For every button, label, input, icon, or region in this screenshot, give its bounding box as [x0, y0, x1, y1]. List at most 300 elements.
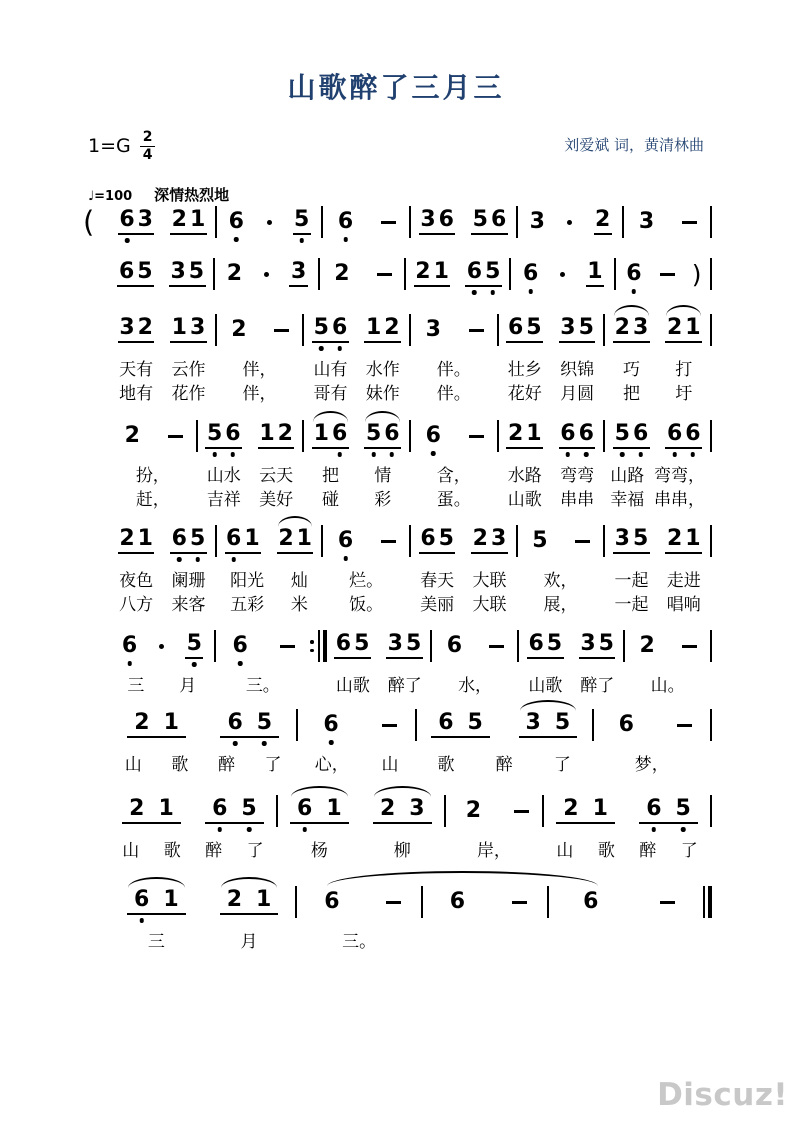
lyric: 彩 — [374, 489, 392, 510]
note-group — [586, 261, 604, 287]
note-group — [227, 211, 245, 233]
lyric: 醉 — [495, 755, 513, 775]
note-digit: 6 — [425, 423, 441, 448]
note-digit: 1 — [592, 796, 608, 821]
note-digit: 6 — [337, 209, 354, 234]
measure — [511, 252, 614, 296]
note-digit: 6 — [528, 631, 544, 656]
note-digit: 6 — [121, 633, 138, 658]
note-group — [118, 528, 155, 554]
lyric: 美丽 — [420, 594, 455, 615]
note-group-slur — [519, 712, 578, 738]
barline — [710, 420, 712, 452]
note-group — [225, 528, 262, 554]
measure — [605, 308, 710, 352]
measure — [411, 519, 516, 563]
note-group — [424, 319, 442, 341]
measure — [549, 880, 703, 924]
measure — [411, 308, 497, 352]
lyric-measure — [605, 361, 710, 380]
note-digit: 5 — [438, 526, 454, 551]
note-group — [414, 261, 451, 287]
lyric: 串串 — [560, 489, 595, 510]
lyric-measure — [605, 385, 710, 404]
lyric-measure — [411, 491, 497, 510]
note-digit: 2 — [278, 526, 294, 551]
lyric: 唱响 — [666, 594, 701, 615]
note-digit: 1 — [313, 421, 329, 446]
note-digit: 6 — [290, 798, 319, 820]
note-group — [471, 528, 508, 554]
lyric: 了 — [246, 841, 264, 861]
credits: 刘爱斌 词，黄清林曲 — [564, 136, 704, 154]
note-digit: 5 — [614, 421, 630, 446]
lyric-measure — [605, 596, 710, 615]
lyric: 花作 — [171, 383, 206, 404]
lyric-measure — [304, 467, 409, 486]
notes-row — [110, 519, 712, 563]
note-digit: 2 — [119, 526, 135, 551]
lyric-measure — [518, 596, 604, 615]
note-digit: 6 — [225, 421, 241, 446]
lyrics-row — [110, 756, 712, 775]
note-group — [506, 317, 543, 343]
lyric: 伴， — [242, 360, 277, 380]
note-digit: 3 — [189, 315, 206, 340]
notes-row — [110, 414, 712, 458]
lyric-measure — [298, 756, 414, 775]
note-digit: 6 — [228, 209, 244, 234]
note-digit: 6 — [119, 207, 135, 232]
lyric: 巧 — [622, 360, 640, 380]
lyric: 醉 — [217, 755, 235, 775]
note-digit: 2 — [134, 710, 150, 735]
lyric: 歌 — [597, 841, 615, 861]
lyric: 山歌 — [507, 489, 542, 510]
note-group — [639, 798, 698, 824]
measure — [417, 703, 592, 747]
barline — [708, 886, 712, 918]
note-group — [230, 319, 248, 341]
lyric: 美好 — [259, 489, 294, 510]
note-group — [612, 714, 641, 736]
measure — [605, 519, 710, 563]
note-digit: 3 — [560, 315, 576, 340]
note-digit: 5 — [532, 528, 548, 553]
lyric: 月 — [240, 932, 258, 952]
lyric: 灿 — [290, 571, 308, 591]
barline — [318, 630, 320, 662]
note-digit: 2 — [666, 526, 683, 551]
note-group — [465, 261, 502, 287]
note-digit: 2 — [384, 315, 400, 340]
note-group — [559, 423, 596, 449]
lyrics-row — [110, 842, 712, 861]
note-group — [120, 635, 138, 657]
lyric: 了 — [680, 841, 698, 861]
watermark: Discuz! — [657, 1077, 788, 1113]
note-digit: 6 — [618, 712, 634, 737]
note-group — [117, 261, 154, 287]
note-group — [336, 211, 354, 233]
lyric: 山。 — [650, 676, 685, 696]
note-group — [613, 423, 650, 449]
open-paren: ( — [83, 205, 95, 239]
dash-prolong — [682, 645, 697, 648]
note-digit: 6 — [438, 207, 454, 232]
note-digit: 2 — [129, 796, 145, 821]
measure — [110, 252, 213, 296]
note-digit: 6 — [626, 261, 642, 286]
lyric: 赶， — [135, 489, 170, 510]
lyric-measure — [110, 467, 196, 486]
note-group — [364, 317, 401, 343]
measure — [298, 703, 414, 747]
lyric-measure — [217, 572, 322, 591]
dash-prolong — [469, 435, 484, 438]
note-digit: 5 — [188, 259, 205, 284]
lyric: 情 — [374, 466, 392, 486]
note-group — [220, 712, 279, 738]
note-digit: 6 — [583, 889, 599, 914]
barline-spacer — [710, 385, 712, 404]
lyric-measure — [110, 842, 276, 861]
measure — [327, 624, 431, 668]
measure — [110, 624, 214, 668]
lyric: 柳 — [393, 841, 411, 861]
barline — [710, 206, 712, 238]
lyric-measure — [499, 467, 604, 486]
note-digit: 5 — [472, 207, 488, 232]
note-digit: 6 — [337, 528, 354, 553]
dash-prolong — [377, 273, 392, 276]
note-digit: 6 — [316, 714, 345, 736]
measure — [605, 414, 710, 458]
score-line-5 — [110, 519, 712, 614]
note-digit: 2 — [415, 259, 431, 284]
note-digit: 1 — [326, 796, 342, 821]
lyric: 岸， — [476, 841, 511, 861]
measure — [423, 880, 547, 924]
barline — [710, 630, 712, 662]
measure — [406, 252, 509, 296]
lyric: 云天 — [259, 466, 294, 486]
note-digit: 2 — [639, 633, 655, 658]
note-digit: 5 — [294, 207, 310, 232]
lyric: 醉了 — [387, 676, 422, 696]
lyric-measure — [110, 677, 214, 696]
dash-prolong — [489, 645, 504, 648]
measure — [217, 519, 322, 563]
note-digit: 6 — [226, 526, 242, 551]
lyric-measure — [594, 756, 710, 775]
note-digit: 3 — [420, 207, 436, 232]
note-digit: 6 — [171, 526, 187, 551]
barline-spacer — [310, 677, 327, 696]
note-digit: 5 — [598, 631, 614, 656]
note-digit: 1 — [163, 887, 179, 912]
note-group — [170, 317, 207, 343]
lyric: 山歌 — [335, 676, 370, 696]
dash-prolong — [512, 901, 527, 904]
lyric-measure — [110, 756, 296, 775]
note-group-slur — [613, 317, 650, 343]
lyric: 山 — [124, 755, 142, 775]
note-digit: 2 — [563, 796, 579, 821]
note-digit: 5 — [234, 798, 263, 820]
lyric: 扮， — [135, 466, 170, 486]
lyric-measure — [304, 361, 409, 380]
lyric: 了 — [264, 755, 282, 775]
lyrics-row — [110, 933, 712, 952]
note-digit: 2 — [595, 207, 611, 232]
note-digit: 6 — [490, 207, 507, 232]
barline — [710, 314, 712, 346]
lyric: 歌 — [171, 755, 189, 775]
note-group — [316, 714, 345, 736]
lyric: 三。 — [245, 676, 280, 696]
note-group — [625, 263, 643, 285]
lyric-measure — [304, 385, 409, 404]
barline-spacer — [710, 467, 712, 486]
lyric-measure — [110, 572, 215, 591]
note-group — [205, 423, 242, 449]
measure — [215, 252, 318, 296]
note-group-slur — [277, 528, 314, 554]
dash-prolong — [677, 724, 692, 727]
barline-spacer — [710, 677, 712, 696]
note-digit: 6 — [666, 421, 683, 446]
note-group — [333, 263, 351, 285]
measure — [625, 624, 710, 668]
score-line-2 — [110, 252, 712, 296]
lyric: 大联 — [472, 571, 507, 591]
lyric: 米 — [290, 594, 308, 615]
note-digit: 6 — [466, 259, 483, 284]
expression-marking: 深情热烈地 — [154, 186, 230, 204]
lyric: 打 — [675, 360, 693, 380]
lyric: 夜色 — [119, 571, 154, 591]
augmentation-dot — [264, 272, 269, 277]
lyric-measure — [297, 933, 421, 952]
lyric-measure — [304, 491, 409, 510]
note-digit: 3 — [170, 259, 186, 284]
note-digit: 5 — [365, 421, 382, 446]
lyric-measure — [605, 467, 710, 486]
note-digit: 5 — [137, 259, 153, 284]
lyric: 了 — [553, 755, 571, 775]
barline — [710, 525, 712, 557]
note-group — [334, 633, 371, 659]
dash-prolong — [168, 435, 183, 438]
lyric: 织锦 — [560, 360, 595, 380]
lyrics-row — [110, 596, 712, 615]
lyric: 梦， — [634, 755, 669, 775]
tempo-marking: ♩=100 — [88, 189, 133, 204]
note-digit: 3 — [580, 631, 596, 656]
lyric: 饭。 — [349, 594, 384, 615]
note-group — [317, 891, 346, 913]
note-digit: 5 — [250, 712, 279, 734]
note-digit: 6 — [685, 421, 701, 446]
lyric: 山 — [381, 755, 399, 775]
lyric-measure — [499, 361, 604, 380]
note-group — [127, 712, 186, 738]
lyric: 阳光 — [230, 571, 265, 591]
lyrics-row — [110, 467, 712, 486]
lyric: 五彩 — [230, 594, 265, 615]
lyric-measure — [278, 842, 444, 861]
measure — [198, 414, 303, 458]
barline-spacer — [710, 596, 712, 615]
lyric: 醉了 — [580, 676, 615, 696]
lyric: 把 — [321, 466, 339, 486]
score-line-8 — [110, 789, 712, 861]
note-digit: 1 — [256, 887, 272, 912]
lyric-measure — [446, 842, 542, 861]
lyric: 山水 — [206, 466, 241, 486]
lyric: 一起 — [614, 571, 649, 591]
note-group — [431, 712, 490, 738]
note-group — [579, 633, 616, 659]
lyric: 月圆 — [560, 383, 595, 404]
lyric-measure — [198, 491, 303, 510]
note-group — [169, 261, 206, 287]
measure — [217, 200, 322, 244]
lyric-measure — [327, 677, 431, 696]
lyrics-row — [110, 491, 712, 510]
note-digit: 6 — [384, 421, 400, 446]
lyric: 含， — [436, 466, 471, 486]
lyric: 欢， — [543, 571, 578, 591]
lyric-measure — [499, 491, 604, 510]
note-group — [225, 263, 243, 285]
measure — [544, 789, 710, 833]
barline — [710, 795, 712, 827]
dash-prolong — [575, 540, 590, 543]
note-group — [312, 317, 349, 343]
note-digit: 6 — [449, 889, 466, 914]
lyric-measure — [411, 467, 497, 486]
note-digit: 5 — [526, 315, 542, 340]
note-group — [576, 891, 605, 913]
lyric: 来客 — [171, 594, 206, 615]
measure — [110, 880, 295, 924]
note-digit: 5 — [189, 526, 206, 551]
lyric: 大联 — [472, 594, 507, 615]
lyric: 妹作 — [365, 383, 400, 404]
lyric: 弯弯 — [560, 466, 595, 486]
note-digit: 5 — [632, 526, 649, 551]
lyrics-row — [110, 572, 712, 591]
note-digit: 5 — [313, 315, 329, 340]
note-digit: 1 — [163, 710, 179, 735]
lyric: 伴。 — [436, 383, 471, 404]
note-digit: 6 — [507, 315, 524, 340]
measure — [624, 200, 710, 244]
barline — [710, 709, 712, 741]
note-digit: 1 — [137, 526, 153, 551]
lyric: 碰 — [321, 489, 339, 510]
lyric: 歌 — [437, 755, 455, 775]
song-title: 山歌醉了三月三 — [287, 71, 505, 104]
note-digit: 1 — [189, 207, 206, 232]
measure — [217, 308, 303, 352]
note-group — [185, 633, 203, 659]
lyric: 一起 — [614, 594, 649, 615]
measure — [499, 308, 604, 352]
note-digit: 6 — [446, 633, 463, 658]
note-digit: 2 — [277, 421, 293, 446]
note-digit: 5 — [554, 710, 571, 735]
final-barline — [703, 886, 712, 918]
lyric: 天有 — [119, 360, 154, 380]
note-digit: 2 — [666, 315, 683, 340]
note-digit: 5 — [206, 421, 223, 446]
lyric-measure — [519, 677, 623, 696]
lyric-measure — [216, 677, 310, 696]
measure — [297, 880, 421, 924]
lyric: 花好 — [507, 383, 542, 404]
lyric: 歌 — [163, 841, 181, 861]
note-group-slur — [290, 798, 349, 824]
lyric-measure — [499, 385, 604, 404]
measure — [518, 519, 604, 563]
note-digit: 6 — [335, 631, 352, 656]
barline-spacer — [710, 572, 712, 591]
note-group-slur — [312, 423, 349, 449]
dash-prolong — [274, 329, 289, 332]
note-digit: 1 — [587, 259, 603, 284]
note-digit: 3 — [632, 315, 649, 340]
lyric-measure — [518, 572, 604, 591]
notes-row — [83, 200, 712, 244]
repeat-barline — [310, 630, 327, 662]
lyrics-row — [110, 385, 712, 404]
lyric: 展， — [543, 594, 578, 615]
lyric-measure — [549, 933, 703, 952]
lyric: 弯弯， — [654, 466, 706, 486]
tie-arc — [327, 871, 598, 886]
dash-prolong — [381, 540, 396, 543]
note-group — [443, 891, 472, 913]
note-group-slur — [220, 889, 279, 915]
note-group — [471, 209, 508, 235]
close-paren: ) — [691, 259, 702, 289]
note-digit: 6 — [232, 633, 248, 658]
lyric: 哥有 — [313, 383, 348, 404]
lyric: 山歌 — [528, 676, 563, 696]
note-digit: 1 — [244, 526, 260, 551]
note-group — [170, 528, 207, 554]
lyric-measure — [323, 596, 409, 615]
note-group — [258, 423, 295, 449]
note-group — [528, 211, 546, 233]
lyric: 水， — [458, 676, 493, 696]
note-digit: 3 — [425, 317, 441, 342]
lyric: 水作 — [365, 360, 400, 380]
lyric-measure — [625, 677, 710, 696]
note-digit: 3 — [409, 796, 425, 821]
note-digit: 3 — [529, 209, 545, 234]
note-digit: 3 — [290, 259, 307, 284]
measure — [446, 789, 542, 833]
notes-row — [110, 252, 712, 296]
measure — [278, 789, 444, 833]
dash-prolong — [682, 221, 697, 224]
measure — [110, 308, 215, 352]
repeat-dots — [310, 640, 314, 652]
